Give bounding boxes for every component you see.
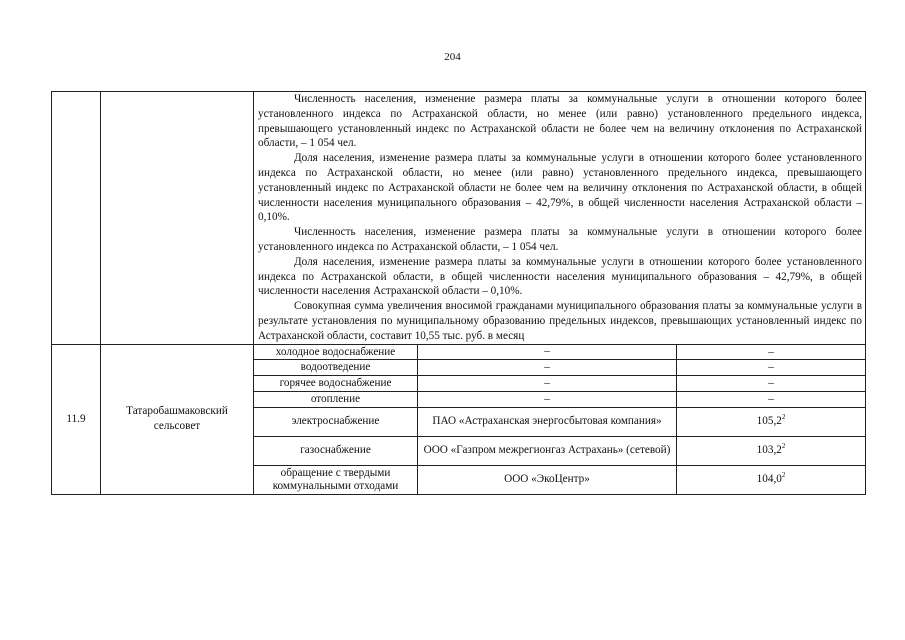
empty-number-cell [52, 92, 101, 345]
index-value [677, 391, 866, 407]
service-name: холодное водоснабжение [254, 344, 418, 360]
document-table [51, 91, 866, 495]
footnote-mark: 2 [781, 413, 786, 422]
value-text: 103,2 [756, 444, 782, 457]
municipality-name: Татаробашмаковский сельсовет [101, 344, 254, 494]
narrative-cell [254, 92, 866, 345]
provider-name: – [418, 344, 677, 360]
value-text: 104,0 [756, 473, 782, 486]
service-name: горячее водоснабжение [254, 376, 418, 392]
paragraph: Совокупная сумма увеличения вносимой гражданами муниципального образования платы за коммунальные услуги в результате установления по муниципальному образованию предельных индексов, превышающих установленный индекс по Астраханской области, составит 10,55 тыс. руб. в месяц [258, 300, 863, 342]
paragraph: Численность населения, изменение размера платы за коммунальные услуги в отношении которого более установленного индекса по Астраханской области, но менее (или равно) установленного предельного индекса, превышающего установленный индекс по Астраханской области не более чем на величину отклонения по Астраханской области, – 1 054 чел. [258, 93, 863, 150]
index-value [677, 376, 866, 392]
index-value [677, 344, 866, 360]
provider-name: ООО «ЭкоЦентр» [418, 465, 677, 494]
service-name: электроснабжение [254, 407, 418, 436]
service-name: отопление [254, 391, 418, 407]
paragraph: Численность населения, изменение размера платы за коммунальные услуги в отношении которого более установленного индекса по Астраханской области, – 1 054 чел. [258, 226, 863, 253]
index-value [677, 465, 866, 494]
value-text: – [768, 377, 774, 390]
index-value [677, 360, 866, 376]
value-text: – [768, 361, 774, 374]
footnote-mark: 2 [781, 442, 786, 451]
value-text: – [768, 345, 774, 358]
empty-municipality-cell [101, 92, 254, 345]
provider-name: – [418, 391, 677, 407]
service-name: водоотведение [254, 360, 418, 376]
value-text: – [768, 392, 774, 405]
service-row [52, 344, 866, 360]
provider-name: ПАО «Астраханская энергосбытовая компания» [418, 407, 677, 436]
text-row [52, 92, 866, 345]
provider-name: – [418, 376, 677, 392]
service-name: обращение с твердыми коммунальными отходами [254, 465, 418, 494]
provider-name: ООО «Газпром межрегионгаз Астрахань» (сетевой) [418, 436, 677, 465]
index-value [677, 436, 866, 465]
paragraph: Доля населения, изменение размера платы за коммунальные услуги в отношении которого более установленного индекса по Астраханской области, в общей численности населения муниципального образования – 42,79%, в общей численности населения Астраханской области – 0,10%. [258, 255, 863, 298]
provider-name: – [418, 360, 677, 376]
footnote-mark: 2 [781, 471, 786, 480]
index-value [677, 407, 866, 436]
section-number: 11.9 [52, 344, 101, 494]
page-number: 204 [444, 51, 461, 63]
service-name: газоснабжение [254, 436, 418, 465]
paragraph: Доля населения, изменение размера платы за коммунальные услуги в отношении которого более установленного индекса по Астраханской области, но менее (или равно) установленного предельного индекса, превышающего установленный индекс по Астраханской области не более чем на величину отклонения по Астраханской области, в общей численности населения муниципального образования – 42,79%, в общей численности населения Астраханской области – 0,10%. [258, 152, 863, 224]
value-text: 105,2 [756, 415, 782, 428]
